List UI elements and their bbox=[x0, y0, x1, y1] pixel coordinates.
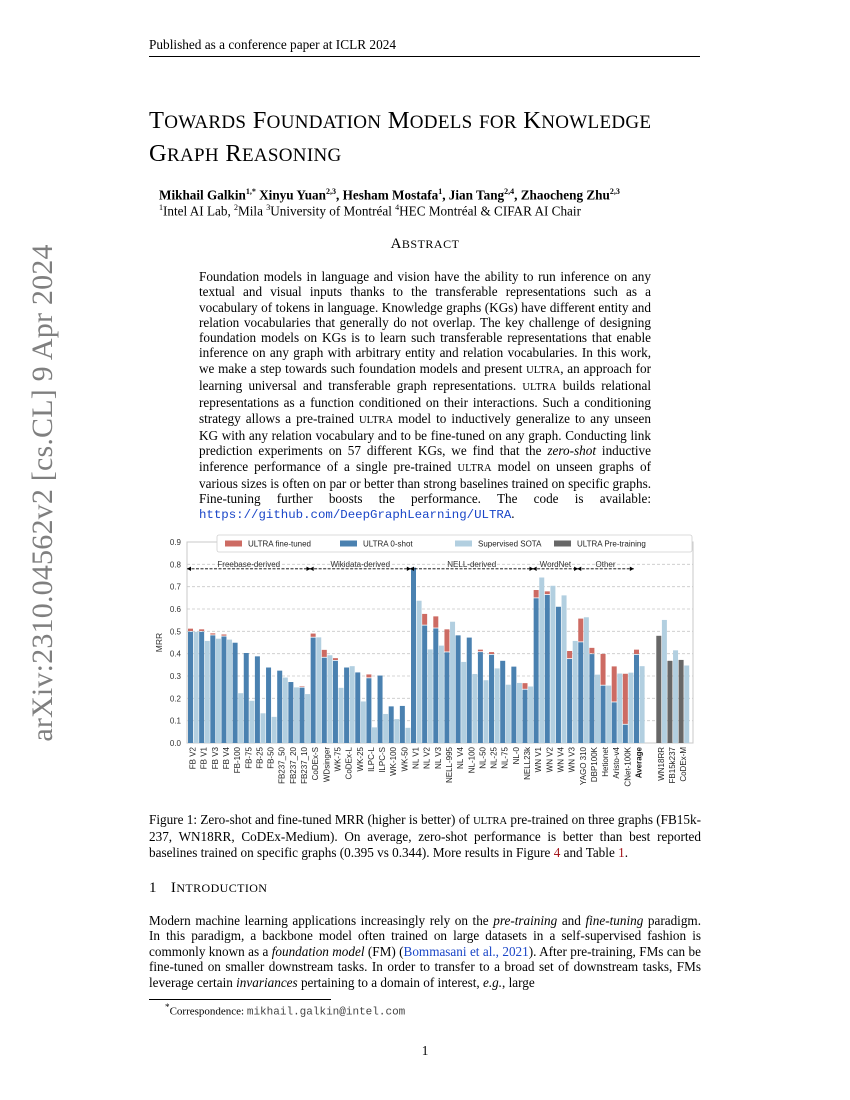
svg-text:NL-50: NL-50 bbox=[478, 747, 488, 769]
svg-text:CoDEx-L: CoDEx-L bbox=[344, 747, 354, 780]
email-link[interactable]: mikhail.galkin@intel.com bbox=[246, 1006, 406, 1019]
svg-text:FB V3: FB V3 bbox=[210, 747, 220, 770]
svg-text:0.7: 0.7 bbox=[169, 582, 181, 592]
svg-text:FB237_20: FB237_20 bbox=[288, 747, 298, 784]
svg-text:WN V4: WN V4 bbox=[556, 747, 566, 773]
svg-text:FB-25: FB-25 bbox=[255, 747, 265, 769]
svg-text:0.0: 0.0 bbox=[169, 739, 181, 748]
svg-text:FB237_10: FB237_10 bbox=[300, 747, 309, 784]
svg-text:FB-50: FB-50 bbox=[266, 747, 276, 769]
svg-text:Wikidata-derived: Wikidata-derived bbox=[330, 559, 391, 569]
svg-text:NL V2: NL V2 bbox=[422, 747, 432, 769]
paper-title bbox=[149, 105, 709, 171]
author-name: Hesham Mostafa bbox=[342, 187, 439, 203]
svg-text:Hetionet: Hetionet bbox=[601, 747, 611, 777]
svg-text:YAGO 310: YAGO 310 bbox=[578, 747, 588, 786]
svg-text:NL V3: NL V3 bbox=[433, 747, 443, 769]
introduction-paragraph: Modern machine learning applications increasingly rely on the pre-training and fine-tuning paradigm. In this paradigm, a backbone model often trained on large datasets in a self-supervised fashion is commonly known as a foundation model (FM) (Bommasani et al., 2021). After pre-training, FMs can be fine-tuned on smaller downstream tasks. In order to transfer to a broad set of downstream tasks, FMs leverage certain invariances pertaining to a domain of interest, e.g., large bbox=[149, 913, 701, 990]
svg-text:Aristo-v4: Aristo-v4 bbox=[612, 747, 622, 779]
author-name: Xinyu Yuan bbox=[259, 187, 326, 203]
svg-text:FB-75: FB-75 bbox=[244, 747, 254, 769]
svg-text:NL-100: NL-100 bbox=[467, 747, 477, 774]
svg-text:WordNet: WordNet bbox=[539, 559, 572, 569]
svg-text:WN V3: WN V3 bbox=[567, 747, 577, 773]
abstract-heading: ABSTRACT bbox=[390, 236, 460, 252]
author-name: Jian Tang bbox=[448, 187, 505, 203]
svg-text:CoDEx-M: CoDEx-M bbox=[679, 747, 689, 782]
svg-text:FB V2: FB V2 bbox=[188, 747, 198, 770]
svg-text:WN V1: WN V1 bbox=[534, 747, 544, 773]
author-name: Zhaocheng Zhu bbox=[520, 187, 610, 203]
svg-text:MRR: MRR bbox=[154, 632, 164, 653]
svg-text:WN18RR: WN18RR bbox=[656, 747, 666, 781]
svg-text:ILPC-S: ILPC-S bbox=[378, 747, 388, 773]
svg-text:0.6: 0.6 bbox=[169, 605, 181, 614]
svg-text:NL-25: NL-25 bbox=[489, 747, 499, 769]
footnote-divider bbox=[149, 999, 331, 1000]
svg-text:FB V1: FB V1 bbox=[199, 747, 209, 770]
title-line-1: TOWARDS FOUNDATION MODELS FOR KNOWLEDGE bbox=[149, 107, 652, 134]
svg-text:ULTRA fine-tuned: ULTRA fine-tuned bbox=[248, 539, 311, 549]
affiliations: $^1$Intel AI Lab, $^2$Mila $^3$University of Montréal $^4$HEC Montréal & CIFAR AI Chair bbox=[159, 203, 581, 219]
figure-caption: Figure 1: Zero-shot and fine-tuned MRR (higher is better) of ULTRA pre-trained on three graphs (FB15k-237, WN18RR, CoDEx-Medium). On average, zero-shot performance is better than best reported baselines trained on specific graphs (0.395 vs 0.344). More results in Figure 4 and Table 1. bbox=[149, 812, 701, 860]
svg-text:NELL-995: NELL-995 bbox=[444, 747, 454, 784]
author-name: Mikhail Galkin bbox=[159, 187, 246, 203]
svg-text:CoDEx-S: CoDEx-S bbox=[311, 747, 321, 781]
svg-text:0.9: 0.9 bbox=[169, 538, 181, 547]
arxiv-stamp bbox=[18, 243, 68, 742]
svg-text:NL-0: NL-0 bbox=[511, 747, 521, 765]
svg-text:Average: Average bbox=[634, 747, 644, 779]
code-link[interactable]: https://github.com/DeepGraphLearning/ULTRA bbox=[199, 508, 512, 523]
svg-text:ULTRA Pre-training: ULTRA Pre-training bbox=[577, 539, 646, 549]
arxiv-stamp-text: arXiv:2310.04562v2 [cs.CL] 9 Apr 2024 bbox=[26, 243, 59, 742]
svg-text:NL V1: NL V1 bbox=[411, 747, 421, 769]
table-ref-link[interactable]: 1 bbox=[618, 844, 625, 860]
svg-text:ILPC-L: ILPC-L bbox=[366, 747, 376, 772]
svg-text:WDsinger: WDsinger bbox=[322, 747, 332, 783]
svg-text:FB15k237: FB15k237 bbox=[667, 747, 677, 784]
svg-text:0.8: 0.8 bbox=[169, 560, 181, 570]
svg-text:WK-100: WK-100 bbox=[389, 747, 399, 776]
svg-text:Supervised SOTA: Supervised SOTA bbox=[478, 539, 542, 549]
title-line-2: GRAPH REASONING bbox=[149, 140, 342, 167]
svg-text:DBP100K: DBP100K bbox=[589, 747, 599, 783]
svg-text:NL V4: NL V4 bbox=[456, 747, 466, 769]
svg-text:FB237_50: FB237_50 bbox=[277, 747, 287, 784]
svg-text:WK-75: WK-75 bbox=[333, 747, 343, 772]
svg-text:0.5: 0.5 bbox=[169, 627, 181, 637]
svg-text:FB-100: FB-100 bbox=[233, 747, 243, 774]
svg-text:WN V2: WN V2 bbox=[545, 747, 555, 773]
figure-ref-link[interactable]: 4 bbox=[553, 844, 561, 860]
svg-text:WK-50: WK-50 bbox=[400, 747, 410, 772]
section-heading-introduction: 1 INTRODUCTION bbox=[149, 880, 268, 896]
svg-text:NL-75: NL-75 bbox=[500, 747, 510, 769]
svg-text:0.1: 0.1 bbox=[169, 716, 181, 726]
svg-text:NELL23k: NELL23k bbox=[523, 747, 532, 780]
svg-text:CNet-100K: CNet-100K bbox=[623, 747, 633, 787]
abstract-body: Foundation models in language and vision have the ability to run inference on any textual and visual inputs thanks to the transferable representations such as a vocabulary of tokens in language. Knowledge graphs (KGs) have different entity and relation vocabularies that generally do not overlap. The key challenge of designing foundation models on KGs is to learn such transferable representations that enable inference on any graph with arbitrary entity and relation vocabularies. In this work, we make a step towards such foundation models and present ULTRA, an approach for learning universal and transferable graph representations. ULTRA builds relational representations as a function conditioned on their interactions. Such a conditioning strategy allows a pre-trained ULTRA model to inductively generalize to any unseen KG with any relation vocabulary and to be fine-tuned on any graph. Conducting link prediction experiments on 57 different KGs, we find that the zero-shot inductive inference performance of a single pre-trained ULTRA model on unseen graphs of various sizes is often on par or better than strong baselines trained on specific graphs. Fine-tuning further boosts the performance. The code is available: https://github.com/DeepGraphLearning/ULTRA. bbox=[199, 269, 652, 523]
author-list: Mikhail Galkin$^{1,*}$ Xinyu Yuan$^{2,3}$, Hesham Mostafa$^1$, Jian Tang$^{2,4}$, Zhaocheng Zhu$^{2,3}$ bbox=[159, 187, 620, 203]
figure-1-chart bbox=[150, 532, 710, 807]
ultra-name: ULTRA bbox=[526, 364, 561, 376]
svg-text:Other: Other bbox=[595, 559, 616, 569]
svg-text:FB V4: FB V4 bbox=[221, 747, 231, 770]
svg-text:0.2: 0.2 bbox=[169, 694, 181, 704]
svg-text:0.3: 0.3 bbox=[169, 672, 181, 681]
citation-link[interactable]: Bommasani et al., 2021 bbox=[403, 943, 529, 959]
svg-text:NELL-derived: NELL-derived bbox=[447, 559, 497, 569]
bar-chart bbox=[150, 532, 710, 807]
page-number: 1 bbox=[421, 1043, 429, 1058]
running-header: Published as a conference paper at ICLR 2024 bbox=[149, 37, 700, 57]
svg-text:WK-25: WK-25 bbox=[355, 747, 365, 772]
svg-text:0.4: 0.4 bbox=[169, 649, 181, 659]
svg-text:ULTRA 0-shot: ULTRA 0-shot bbox=[363, 539, 413, 549]
svg-text:Freebase-derived: Freebase-derived bbox=[217, 559, 281, 569]
footnote: *Correspondence: mikhail.galkin@intel.com bbox=[165, 1002, 406, 1019]
